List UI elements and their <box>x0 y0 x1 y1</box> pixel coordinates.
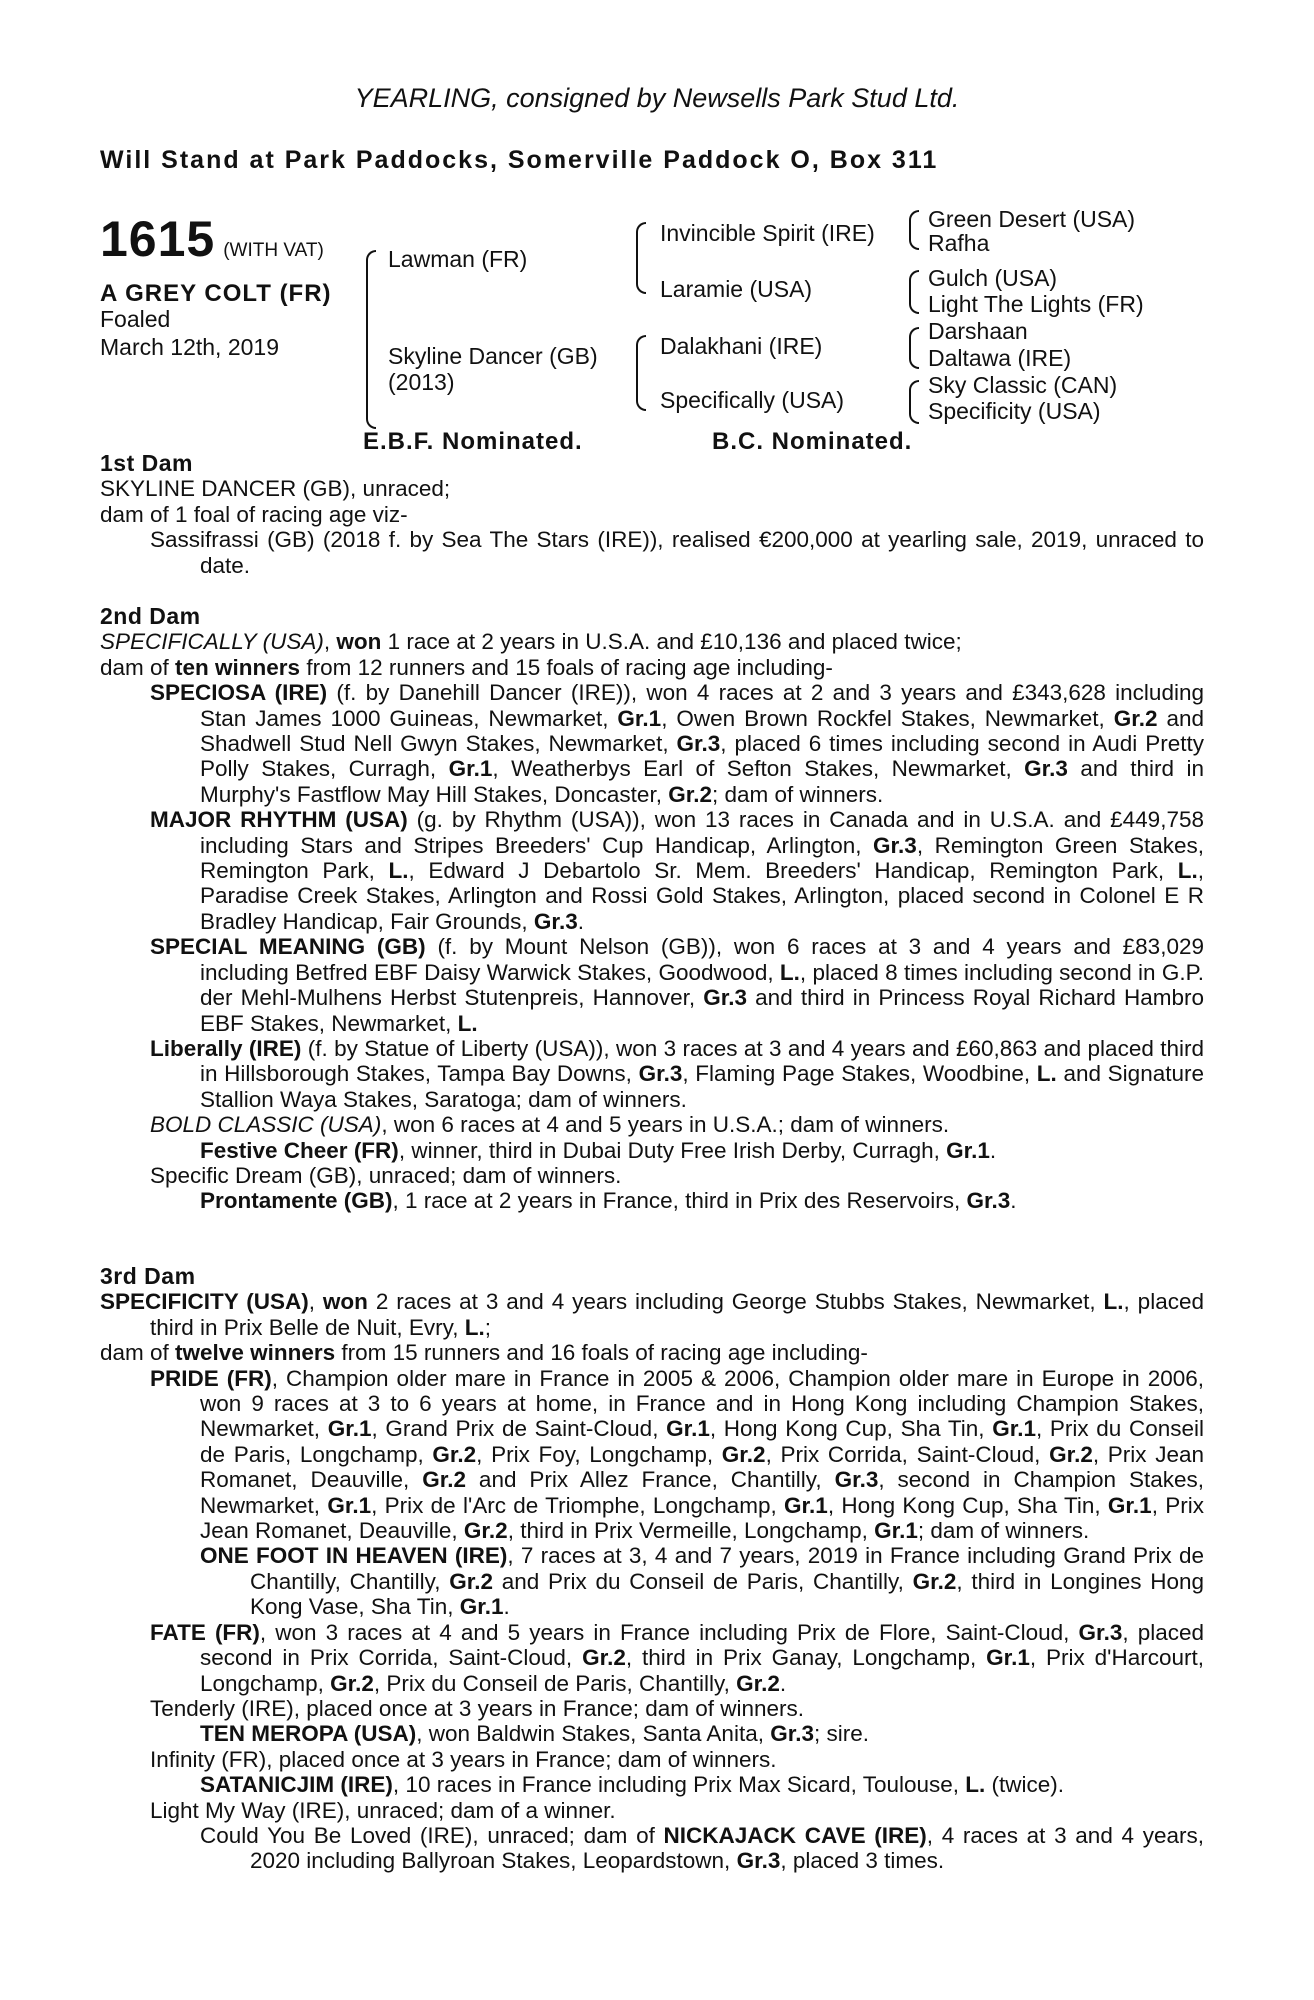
produce-entry: TEN MEROPA (USA), won Baldwin Stakes, Santa Anita, Gr.3; sire. <box>200 1721 870 1747</box>
pedigree-bracket <box>909 210 919 250</box>
section-heading: 3rd Dam <box>100 1263 196 1289</box>
pedigree-ancestor: Specificity (USA) <box>928 398 1101 424</box>
pedigree-dam-name: Skyline Dancer (GB) <box>388 343 598 369</box>
dam-name: SPECIFICALLY (USA) <box>100 629 324 655</box>
bc-nominated: B.C. Nominated. <box>712 428 913 455</box>
foal-record: Sassifrassi (GB) (2018 f. by Sea The Stars (IRE)), realised €200,000 at yearling sale, 2019, unraced to date. <box>150 527 1204 578</box>
produce-entry: ONE FOOT IN HEAVEN (IRE), 7 races at 3, 4 and 7 years, 2019 in France including Grand Prix de Chantilly, Chantilly, Gr.2 and Prix du Conseil de Paris, Chantilly, Gr.2, third in Longines Hong Kong Vase, Sha Tin, Gr.1. <box>200 1543 1205 1620</box>
pedigree-granddam-sire-side: Laramie (USA) <box>660 276 813 302</box>
produce-entry: Liberally (IRE) (f. by Statue of Liberty (USA)), won 3 races at 3 and 4 years and £60,863 and placed third in Hillsborough Stakes, Tampa Bay Downs, Gr.3, Flaming Page Stakes, Woodbine, L. and Signature Stallion Waya Stakes, Saratoga; dam of winners. <box>150 1035 1204 1112</box>
pedigree-bracket <box>636 222 646 294</box>
pedigree-grandsire: Invincible Spirit (IRE) <box>660 220 875 246</box>
dam-record: SPECIFICALLY (USA), won 1 race at 2 years in U.S.A. and £10,136 and placed twice; <box>100 629 962 655</box>
dam-name: SPECIFICITY (USA) <box>100 1289 309 1315</box>
dam-produce-summary: dam of twelve winners from 15 runners and 16 foals of racing age including- <box>100 1340 868 1366</box>
pedigree-dam-year: (2013) <box>388 369 455 395</box>
foaled-label: Foaled <box>100 306 171 332</box>
pedigree-ancestor: Green Desert (USA) <box>928 206 1136 232</box>
dam-produce-summary: dam of 1 foal of racing age viz- <box>100 501 408 527</box>
vat-note: (WITH VAT) <box>223 240 324 261</box>
won-label: won <box>322 1289 368 1315</box>
produce-entry: Prontamente (GB), 1 race at 2 years in France, third in Prix des Reservoirs, Gr.3. <box>200 1188 1017 1214</box>
pedigree-bracket <box>909 327 919 369</box>
produce-entry: PRIDE (FR), Champion older mare in France in 2005 & 2006, Champion older mare in Europe in 2006, won 9 races at 3 to 6 years at home, in France and in Hong Kong including Champion Stakes, Newmarket, Gr.1, Grand Prix de Saint-Cloud, Gr.1, Hong Kong Cup, Sha Tin, Gr.1, Prix du Conseil de Paris, Longchamp, Gr.2, Prix Foy, Longchamp, Gr.2, Prix Corrida, Saint-Cloud, Gr.2, Prix Jean Romanet, Deauville, Gr.2 and Prix Allez France, Chantilly, Gr.3, second in Champion Stakes, Newmarket, Gr.1, Prix de l'Arc de Triomphe, Longchamp, Gr.1, Hong Kong Cup, Sha Tin, Gr.1, Prix Jean Romanet, Deauville, Gr.2, third in Prix Vermeille, Longchamp, Gr.1; dam of winners. <box>150 1365 1204 1544</box>
pedigree-ancestor: Rafha <box>928 230 990 256</box>
winners-count: ten winners <box>175 654 301 680</box>
produce-entry: SPECIAL MEANING (GB) (f. by Mount Nelson (GB)), won 6 races at 3 and 4 years and £83,029 including Betfred EBF Daisy Warwick Stakes, Goodwood, L., placed 8 times including second in G.P. der Mehl-Mulhens Herbst Stutenpreis, Hannover, Gr.3 and third in Princess Royal Richard Hambro EBF Stakes, Newmarket, L. <box>150 934 1204 1036</box>
produce-entry: Festive Cheer (FR), winner, third in Dubai Duty Free Irish Derby, Curragh, Gr.1. <box>200 1137 997 1163</box>
pedigree-ancestor: Gulch (USA) <box>928 265 1058 291</box>
winners-count: twelve winners <box>175 1340 336 1366</box>
section-heading: 2nd Dam <box>100 603 201 629</box>
pedigree-bracket <box>909 270 919 314</box>
foaled-info <box>100 305 279 361</box>
pedigree-ancestor: Sky Classic (CAN) <box>928 372 1118 398</box>
produce-entry: Infinity (FR), placed once at 3 years in France; dam of winners. <box>150 1746 777 1772</box>
third-dam-section <box>100 1264 1204 1874</box>
dam-record: SKYLINE DANCER (GB), unraced; <box>100 476 451 502</box>
pedigree-bracket <box>636 335 646 411</box>
produce-entry: Specific Dream (GB), unraced; dam of winners. <box>150 1162 622 1188</box>
won-label: won <box>336 629 382 655</box>
produce-entry: MAJOR RHYTHM (USA) (g. by Rhythm (USA)), won 13 races in Canada and in U.S.A. and £449,758 including Stars and Stripes Breeders' Cup Handicap, Arlington, Gr.3, Remington Green Stakes, Remington Park, L., Edward J Debartolo Sr. Mem. Breeders' Handicap, Remington Park, L., Paradise Creek Stakes, Arlington and Rossi Gold Stakes, Arlington, placed second in Colonel E R Bradley Handicap, Fair Grounds, Gr.3. <box>150 807 1205 934</box>
pedigree-ancestor: Light The Lights (FR) <box>928 291 1144 317</box>
produce-entry: Could You Be Loved (IRE), unraced; dam of NICKAJACK CAVE (IRE), 4 races at 3 and 4 years, 2020 including Ballyroan Stakes, Leopardstown, Gr.3, placed 3 times. <box>200 1822 1205 1874</box>
pedigree-ancestor: Daltawa (IRE) <box>928 345 1072 371</box>
produce-entry: Light My Way (IRE), unraced; dam of a winner. <box>150 1797 616 1823</box>
pedigree-sire: Lawman (FR) <box>388 246 528 272</box>
lot-header <box>100 210 324 268</box>
produce-entry: FATE (FR), won 3 races at 4 and 5 years in France including Prix de Flore, Saint-Cloud, Gr.3, placed second in Prix Corrida, Saint-Cloud, Gr.2, third in Prix Ganay, Longchamp, Gr.1, Prix d'Harcourt, Longchamp, Gr.2, Prix du Conseil de Paris, Chantilly, Gr.2. <box>150 1619 1205 1696</box>
pedigree-dam <box>388 343 598 395</box>
dam-record: SPECIFICITY (USA), won 2 races at 3 and 4 years including George Stubbs Stakes, Newmarket, L., placed third in Prix Belle de Nuit, Evry, L.; <box>100 1289 1204 1340</box>
foaled-date: March 12th, 2019 <box>100 334 280 360</box>
pedigree-granddam: Specifically (USA) <box>660 387 845 413</box>
lot-number: 1615 <box>100 211 216 267</box>
section-heading: 1st Dam <box>100 450 193 476</box>
dam-record-rest: 1 race at 2 years in U.S.A. and £10,136 and placed twice; <box>381 629 962 655</box>
pedigree-damsire: Dalakhani (IRE) <box>660 333 823 359</box>
pedigree-bracket <box>366 250 376 429</box>
pedigree-ancestor: Darshaan <box>928 318 1028 344</box>
location-line: Will Stand at Park Paddocks, Somerville Paddock O, Box 311 <box>100 146 939 174</box>
lot-description: A GREY COLT (FR) <box>100 280 332 307</box>
dam-produce-summary: dam of ten winners from 12 runners and 15 foals of racing age including- <box>100 654 833 680</box>
produce-entry: SPECIOSA (IRE) (f. by Danehill Dancer (IRE)), won 4 races at 2 and 3 years and £343,628 including Stan James 1000 Guineas, Newmarket, Gr.1, Owen Brown Rockfel Stakes, Newmarket, Gr.2 and Shadwell Stud Nell Gwyn Stakes, Newmarket, Gr.3, placed 6 times including second in Audi Pretty Polly Stakes, Curragh, Gr.1, Weatherbys Earl of Sefton Stakes, Newmarket, Gr.3 and third in Murphy's Fastflow May Hill Stakes, Doncaster, Gr.2; dam of winners. <box>150 680 1204 807</box>
second-dam-section <box>100 604 1204 1214</box>
produce-entry: BOLD CLASSIC (USA), won 6 races at 4 and 5 years in U.S.A.; dam of winners. <box>150 1112 950 1138</box>
first-dam-section <box>100 451 1204 578</box>
produce-entry: SATANICJIM (IRE), 10 races in France including Prix Max Sicard, Toulouse, L. (twice). <box>200 1772 1065 1798</box>
pedigree-bracket <box>909 380 919 424</box>
ebf-nominated: E.B.F. Nominated. <box>363 428 583 455</box>
consignor-line: YEARLING, consigned by Newsells Park Stud Ltd. <box>354 83 960 113</box>
produce-entry: Tenderly (IRE), placed once at 3 years in France; dam of winners. <box>150 1695 805 1721</box>
